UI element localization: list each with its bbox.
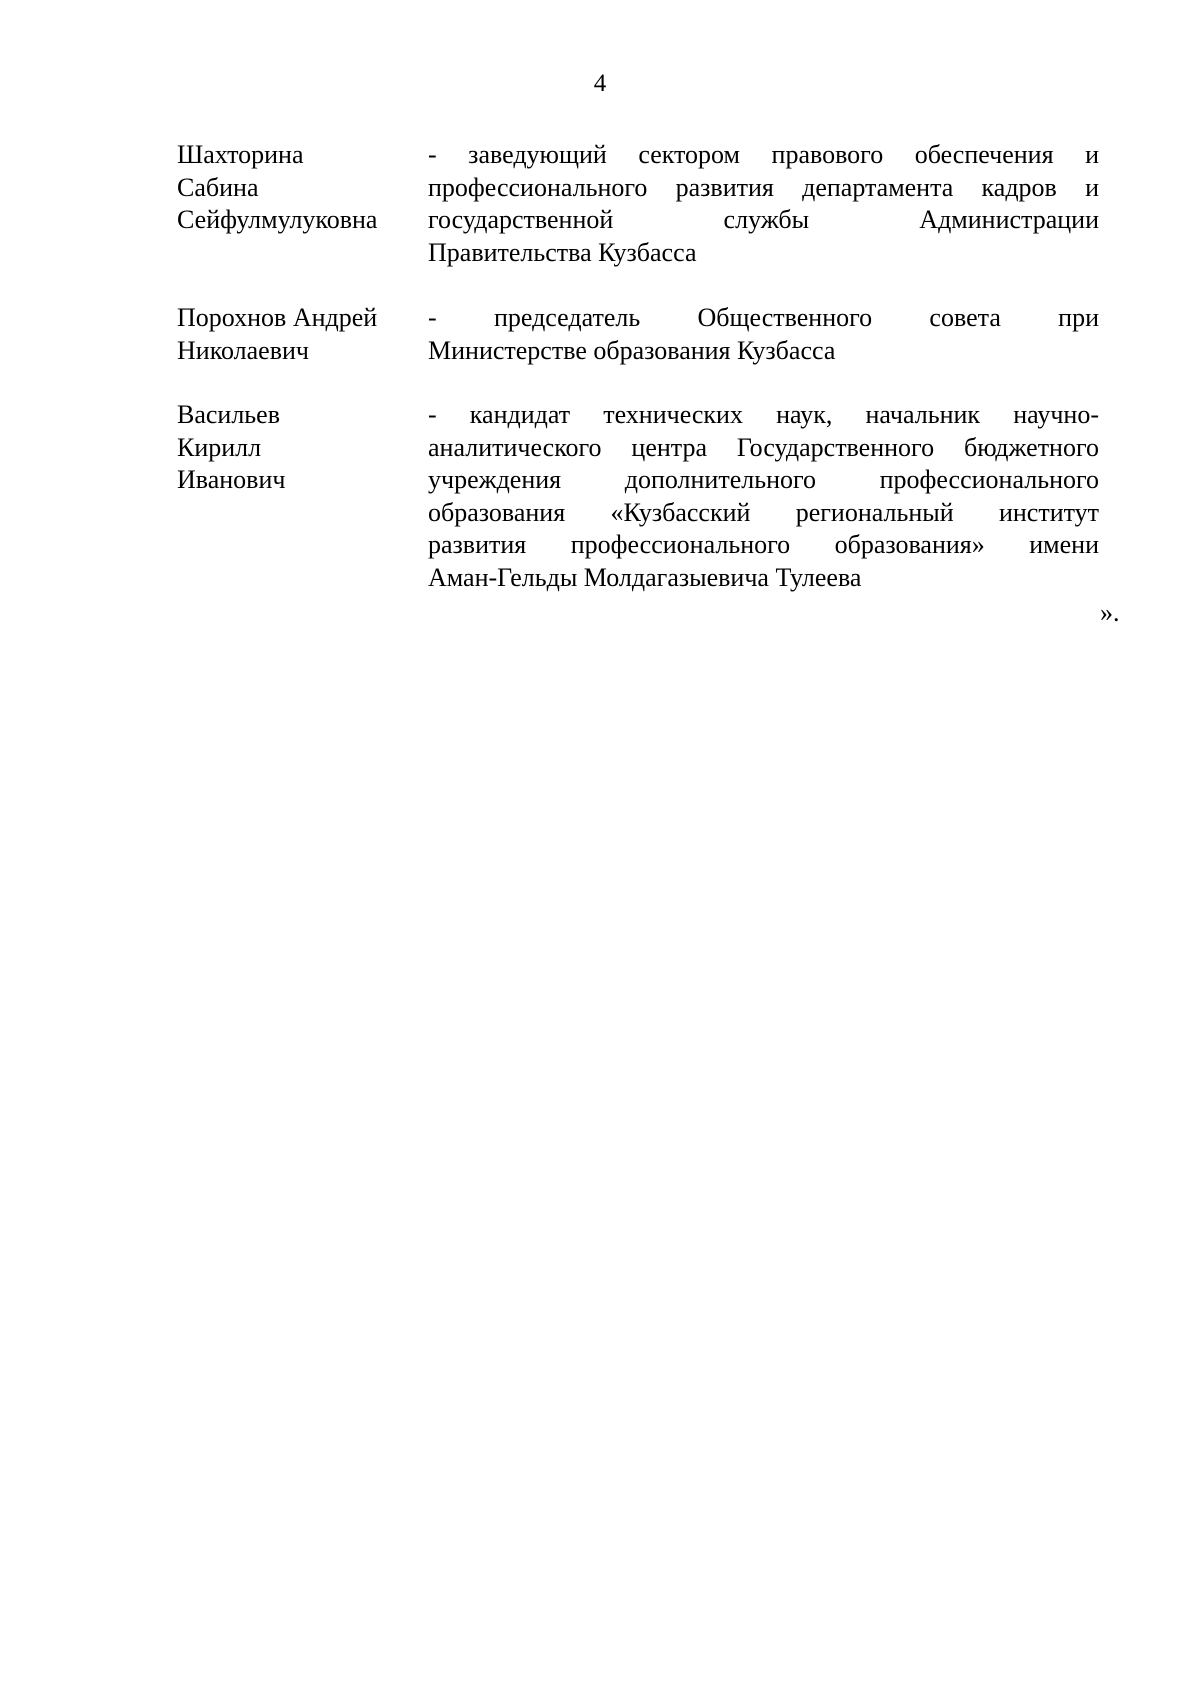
member-name-line: Сейфулмулуковна — [177, 205, 378, 235]
member-name-line: Сабина — [177, 172, 259, 202]
member-name-line: Порохнов Андрей — [177, 303, 378, 332]
member-role-line: - заведующий сектором правового обеспечения и — [428, 140, 1099, 169]
member-entry — [177, 302, 1099, 367]
member-name — [177, 399, 428, 595]
closing-quote: ». — [1100, 598, 1120, 627]
member-name — [177, 302, 428, 367]
member-role-line: Аман-Гельды Молдагазыевича Тулеева — [428, 562, 862, 592]
member-role-line: государственной службы Администрации — [428, 205, 1099, 235]
member-role-line: аналитического центра Государственного бюджетного — [428, 432, 1099, 462]
member-role-line: профессионального развития департамента кадров и — [428, 172, 1099, 202]
member-name-line: Иванович — [177, 465, 286, 495]
member-name — [177, 139, 428, 269]
member-role-line: - кандидат технических наук, начальник научно- — [428, 400, 1099, 429]
member-entry — [177, 139, 1099, 269]
member-role — [428, 399, 1099, 595]
member-name-line: Николаевич — [177, 335, 309, 365]
member-role-line: Министерстве образования Кузбасса — [428, 335, 836, 365]
member-name-line: Кирилл — [177, 432, 262, 462]
member-name-line: Шахторина — [177, 140, 304, 169]
member-role-line: развития профессионального образования» имени — [428, 530, 1099, 560]
member-role — [428, 302, 1099, 367]
member-entry — [177, 399, 1099, 595]
member-role-line: Правительства Кузбасса — [428, 237, 697, 267]
member-role-line: учреждения дополнительного профессионального — [428, 465, 1099, 495]
member-name-line: Васильев — [177, 400, 280, 429]
member-role — [428, 139, 1099, 269]
member-role-line: - председатель Общественного совета при — [428, 303, 1099, 332]
page-number: 4 — [593, 70, 607, 97]
member-role-line: образования «Кузбасский региональный институт — [428, 497, 1099, 527]
